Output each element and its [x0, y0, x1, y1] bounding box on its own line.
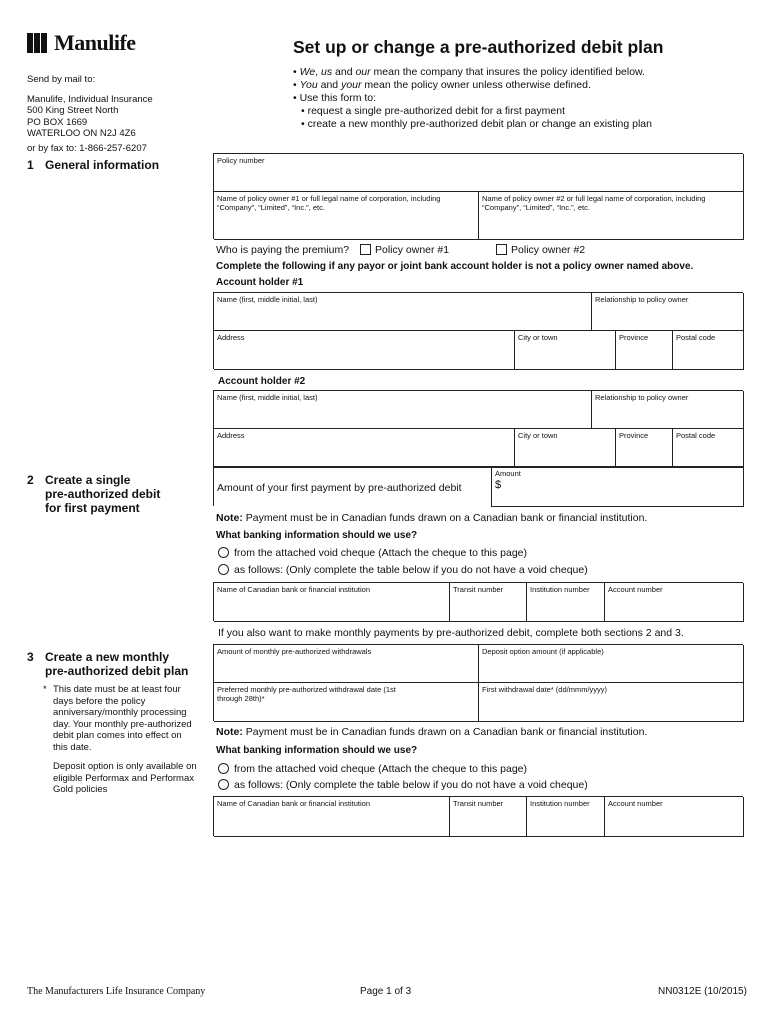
- dollar-sign: $: [495, 479, 502, 491]
- preferred-date-field[interactable]: Preferred monthly pre-authorized withdrawal date (1st through 28th)*: [214, 683, 479, 722]
- section-3-void-cheque-option[interactable]: from the attached void cheque (Attach the cheque to this page): [218, 763, 527, 775]
- manulife-logo: [27, 30, 136, 56]
- definition-we: • We, us and our mean the company that insures the policy identified below.: [293, 66, 645, 78]
- section-3-banking-question: What banking information should we use?: [216, 745, 418, 756]
- first-payment-table: [213, 466, 743, 506]
- section-3-bank-table: [213, 796, 743, 836]
- holder-1-relationship-field[interactable]: Relationship to policy owner: [592, 293, 744, 331]
- section-2-note: Note: Payment must be in Canadian funds drawn on a Canadian bank or financial institution.: [216, 512, 648, 524]
- definition-you: • You and your mean the policy owner unless otherwise defined.: [293, 79, 591, 91]
- bank-name-field[interactable]: Name of Canadian bank or financial institution: [214, 797, 450, 837]
- void-cheque-radio[interactable]: [218, 763, 229, 774]
- manulife-logo-icon: [27, 33, 49, 53]
- void-cheque-radio[interactable]: [218, 547, 229, 558]
- account-holder-1-label: Account holder #1: [216, 277, 304, 288]
- footer-company: The Manufacturers Life Insurance Company: [27, 986, 206, 997]
- definitions-list: [293, 66, 652, 131]
- monthly-amount-field[interactable]: Amount of monthly pre-authorized withdrawals: [214, 645, 479, 683]
- holder-1-address-field[interactable]: Address: [214, 331, 515, 370]
- first-withdrawal-date-field[interactable]: First withdrawal date* (dd/mmm/yyyy): [479, 683, 744, 722]
- section-2-void-cheque-option[interactable]: from the attached void cheque (Attach the cheque to this page): [218, 547, 527, 559]
- date-footnote: * This date must be at least four days before the policy anniversary/monthly processing day. Your monthly pre-authorized debit plan comes into effect on this date.: [43, 684, 192, 753]
- policy-owner-table: [213, 153, 743, 239]
- policy-number-field[interactable]: Policy number: [214, 154, 744, 192]
- section-2-heading: 2 Create a single pre-authorized debit for first payment: [27, 473, 161, 515]
- who-paying-row: Who is paying the premium? Policy owner #1 Policy owner #2: [216, 244, 586, 256]
- holder-2-province-field[interactable]: Province: [616, 429, 673, 468]
- section-3-as-follows-option[interactable]: as follows: (Only complete the table below if you do not have a void cheque): [218, 779, 588, 791]
- institution-number-field[interactable]: Institution number: [527, 583, 605, 622]
- transit-number-field[interactable]: Transit number: [450, 583, 527, 622]
- as-follows-radio[interactable]: [218, 564, 229, 575]
- use-form-bullet: • Use this form to:: [293, 92, 377, 104]
- holder-2-address-field[interactable]: Address: [214, 429, 515, 468]
- use-form-item: • create a new monthly pre-authorized debit plan or change an existing plan: [301, 118, 652, 130]
- institution-number-field[interactable]: Institution number: [527, 797, 605, 837]
- holder-1-postal-field[interactable]: Postal code: [673, 331, 744, 370]
- account-holder-2-table: [213, 390, 743, 467]
- holder-2-city-field[interactable]: City or town: [515, 429, 616, 468]
- section-1-heading: 1 General information: [27, 158, 160, 172]
- deposit-option-note: Deposit option is only available on eligible Performax and Performax Gold policies: [53, 761, 197, 796]
- section-3-note: Note: Payment must be in Canadian funds drawn on a Canadian bank or financial institution.: [216, 726, 648, 738]
- deposit-amount-field[interactable]: Deposit option amount (if applicable): [479, 645, 744, 683]
- page-number: Page 1 of 3: [360, 986, 412, 997]
- use-form-item: • request a single pre-authorized debit for a first payment: [301, 105, 565, 117]
- holder-1-city-field[interactable]: City or town: [515, 331, 616, 370]
- mailing-address: Send by mail to: Manulife, Individual Insurance 500 King Street North PO BOX 1669 WATERLOO ON N2J 4Z6 or by fax to: 1-866-257-6207: [27, 74, 153, 154]
- section-3-heading: 3 Create a new monthly pre-authorized debit plan: [27, 650, 189, 678]
- complete-instruction: Complete the following if any payor or joint bank account holder is not a policy owner named above.: [216, 261, 694, 272]
- bank-name-field[interactable]: Name of Canadian bank or financial institution: [214, 583, 450, 622]
- monthly-payments-note: If you also want to make monthly payments by pre-authorized debit, complete both sections 2 and 3.: [218, 627, 684, 639]
- policy-owner-2-checkbox[interactable]: [496, 244, 507, 255]
- account-holder-1-table: [213, 292, 743, 369]
- policy-owner-2-field[interactable]: Name of policy owner #2 or full legal name of corporation, including “Company”, “Limited”, “Inc.”, etc.: [479, 192, 744, 240]
- holder-2-postal-field[interactable]: Postal code: [673, 429, 744, 468]
- holder-1-province-field[interactable]: Province: [616, 331, 673, 370]
- holder-2-relationship-field[interactable]: Relationship to policy owner: [592, 391, 744, 429]
- transit-number-field[interactable]: Transit number: [450, 797, 527, 837]
- account-number-field[interactable]: Account number: [605, 797, 744, 837]
- form-id: NN0312E (10/2015): [658, 986, 747, 997]
- account-holder-2-label: Account holder #2: [218, 376, 306, 387]
- as-follows-radio[interactable]: [218, 779, 229, 790]
- policy-owner-1-checkbox[interactable]: [360, 244, 371, 255]
- account-number-field[interactable]: Account number: [605, 583, 744, 622]
- first-payment-amount-field[interactable]: Amount $: [492, 467, 744, 507]
- page-title: Set up or change a pre-authorized debit plan: [293, 37, 664, 57]
- holder-2-name-field[interactable]: Name (first, middle initial, last): [214, 391, 592, 429]
- holder-1-name-field[interactable]: Name (first, middle initial, last): [214, 293, 592, 331]
- first-payment-label: Amount of your first payment by pre-authorized debit: [214, 467, 492, 507]
- monthly-plan-table: [213, 644, 743, 721]
- policy-owner-1-field[interactable]: Name of policy owner #1 or full legal name of corporation, including “Company”, “Limited”, “Inc.”, etc.: [214, 192, 479, 240]
- brand-name: Manulife: [54, 30, 136, 55]
- section-2-as-follows-option[interactable]: as follows: (Only complete the table below if you do not have a void cheque): [218, 564, 588, 576]
- section-2-banking-question: What banking information should we use?: [216, 530, 418, 541]
- section-2-bank-table: [213, 582, 743, 621]
